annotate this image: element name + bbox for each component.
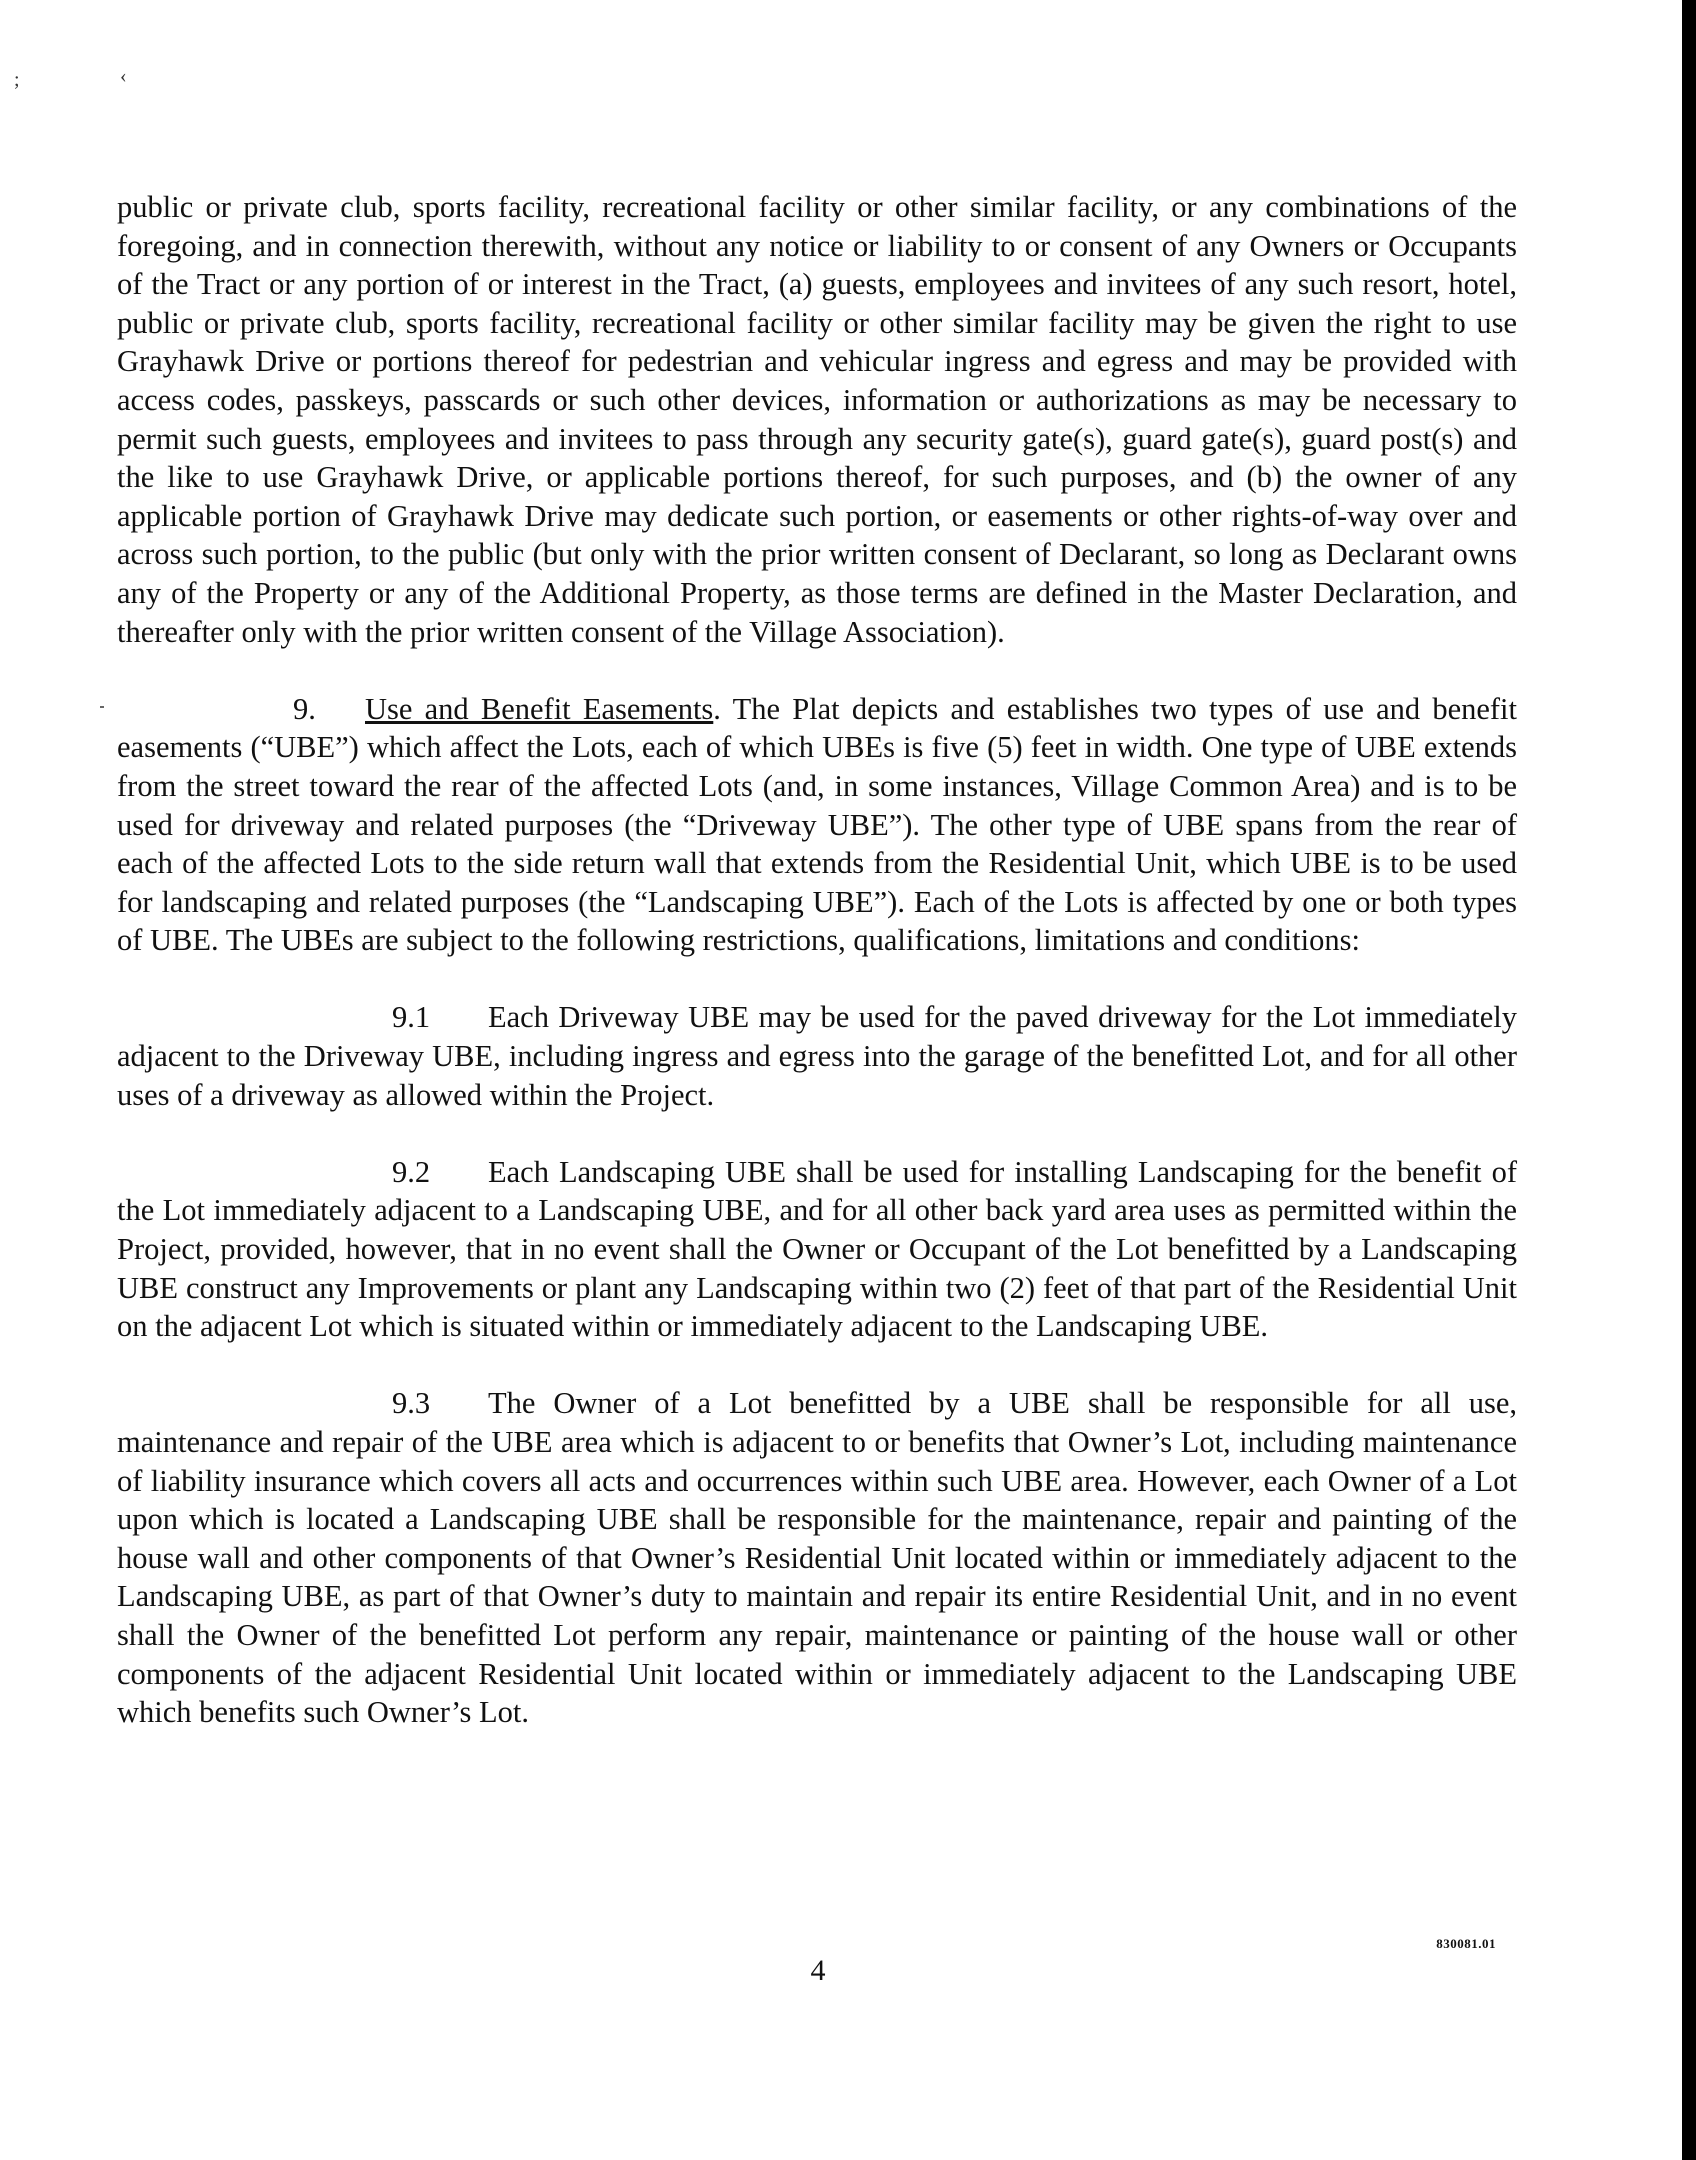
subsection-9-3 bbox=[117, 1384, 1517, 1731]
scan-page-edge bbox=[1682, 0, 1696, 2160]
subsection-9-2 bbox=[117, 1153, 1517, 1346]
section-body: . The Plat depicts and establishes two types of use and benefit easements (“UBE”) which affect the Lots, each of which UBEs is five (5) feet in width. One type of UBE extends from the street toward the rear of the affected Lots (and, in some instances, Village Common Area) and is to be used for driveway and related purposes (the “Driveway UBE”). The other type of UBE spans from the rear of each of the affected Lots to the side return wall that extends from the Residential Unit, which UBE is to be used for landscaping and related purposes (the “Landscaping UBE”). Each of the Lots is affected by one or both types of UBE. The UBEs are subject to the following restrictions, qualifications, limitations and conditions: bbox=[117, 691, 1518, 958]
document-body bbox=[117, 188, 1517, 1732]
section-number: 9. bbox=[293, 691, 316, 726]
subsection-text: Each Driveway UBE may be used for the paved driveway for the Lot immediately adjacent to the Driveway UBE, including ingress and egress into the garage of the benefitted Lot, and for all other uses of a driveway as allowed within the Project. bbox=[117, 1000, 1517, 1112]
page-number: 4 bbox=[810, 1954, 826, 1987]
continuation-paragraph: public or private club, sports facility, recreational facility or other similar facility, or any combinations of the foregoing, and in connection therewith, without any notice or liability to or consent of any Owners or Occupants of the Tract or any portion of or interest in the Tract, (a) guests, employees and invitees of any such resort, hotel, public or private club, sports facility, recreational facility or other similar facility may be given the right to use Grayhawk Drive or portions thereof for pedestrian and vehicular ingress and egress and may be provided with access codes, passkeys, passcards or such other devices, information or authorizations as may be necessary to permit such guests, employees and invitees to pass through any security gate(s), guard gate(s), guard post(s) and the like to use Grayhawk Drive, or applicable portions thereof, for such purposes, and (b) the owner of any applicable portion of Grayhawk Drive may dedicate such portion, or easements or other rights-of-way over and across such portion, to the public (but only with the prior written consent of Declarant, so long as Declarant owns any of the Property or any of the Additional Property, as those terms are defined in the Master Declaration, and thereafter only with the prior written consent of the Village Association). bbox=[117, 190, 1517, 649]
subsection-text: Each Landscaping UBE shall be used for installing Landscaping for the benefit of the Lot immediately adjacent to a Landscaping UBE, and for all other back yard area uses as permitted within the Project, provided, however, that in no event shall the Owner or Occupant of the Lot benefitted by a Landscaping UBE construct any Improvements or plant any Landscaping within two (2) feet of that part of the Residential Unit on the adjacent Lot which is situated within or immediately adjacent to the Landscaping UBE. bbox=[117, 1154, 1517, 1344]
section-9-paragraph bbox=[117, 690, 1517, 960]
scan-mark bbox=[100, 706, 104, 708]
subsection-number: 9.3 bbox=[392, 1386, 431, 1421]
subsection-9-1 bbox=[117, 998, 1517, 1114]
subsection-text: The Owner of a Lot benefitted by a UBE shall be responsible for all use, maintenance and repair of the UBE area which is adjacent to or benefits that Owner’s Lot, including maintenance of liability insurance which covers all acts and occurrences within such UBE area. However, each Owner of a Lot upon which is located a Landscaping UBE shall be responsible for the maintenance, repair and painting of the house wall and other components of that Owner’s Residential Unit located within or immediately adjacent to the Landscaping UBE, as part of that Owner’s duty to maintain and repair its entire Residential Unit, and in no event shall the Owner of the benefitted Lot perform any repair, maintenance or painting of the house wall or other components of the adjacent Residential Unit located within or immediately adjacent to the Landscaping UBE which benefits such Owner’s Lot. bbox=[117, 1386, 1517, 1730]
subsection-number: 9.1 bbox=[392, 1000, 431, 1035]
subsection-number: 9.2 bbox=[392, 1154, 431, 1189]
scan-speck: ‹ bbox=[120, 65, 127, 87]
document-id: 830081.01 bbox=[1436, 1936, 1496, 1951]
scan-speck: ; bbox=[14, 69, 20, 91]
section-heading: Use and Benefit Easements bbox=[365, 691, 714, 726]
